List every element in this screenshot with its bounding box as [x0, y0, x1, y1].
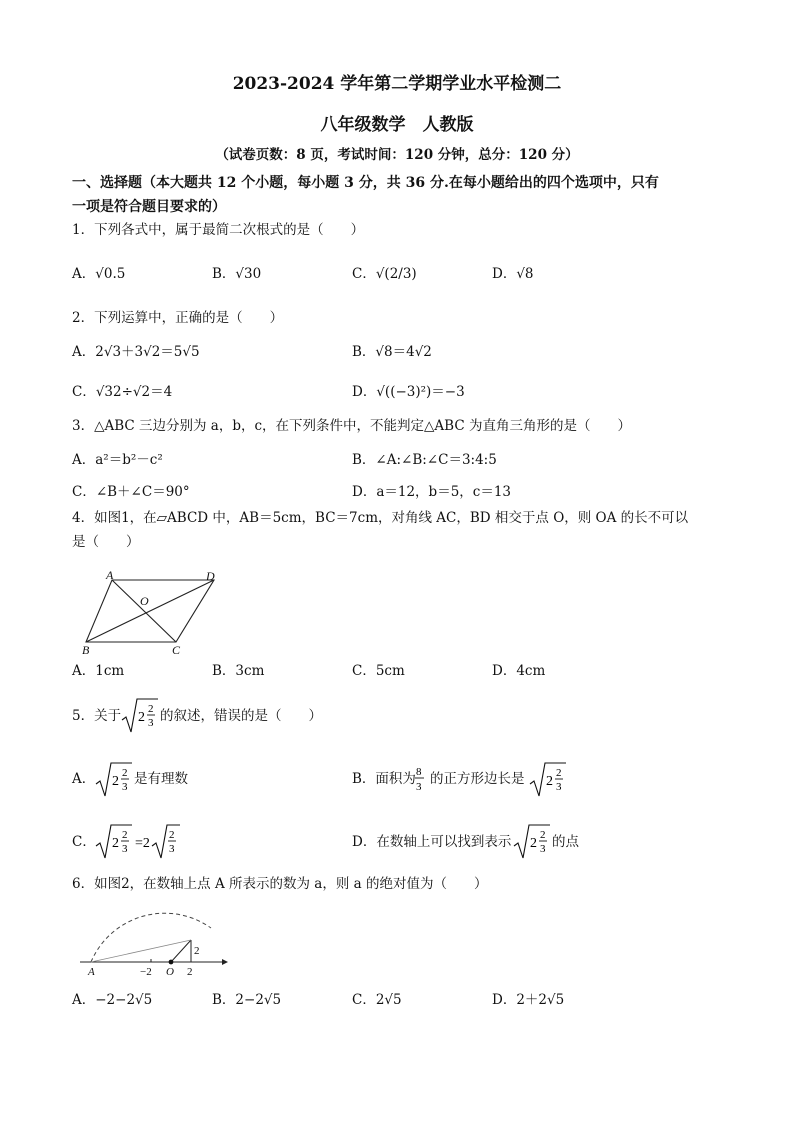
- question-4-option-a: A．1cm: [72, 663, 125, 679]
- question-2-option-b: B．√8＝4√2: [352, 344, 432, 360]
- question-4-stem-line1: 4．如图1，在▱ABCD 中，AB＝5cm，BC＝7cm，对角线 AC，BD 相交于点 O，则 OA 的长不可以: [72, 510, 689, 526]
- question-6-stem: 6．如图2，在数轴上点 A 所表示的数为 a，则 a 的绝对值为（ ）: [72, 876, 488, 892]
- question-5-option-c-label: C．: [72, 834, 96, 850]
- hypotenuse: [171, 940, 191, 962]
- svg-text:2: 2: [112, 836, 119, 851]
- svg-text:3: 3: [169, 843, 175, 855]
- parallelogram-figure: [78, 568, 228, 656]
- radius-line: [91, 940, 191, 962]
- fig2-label-2: 2: [187, 966, 193, 978]
- svg-text:3: 3: [122, 781, 128, 793]
- fig1-label-o: O: [140, 594, 149, 608]
- svg-text:2: 2: [530, 836, 537, 851]
- question-6-option-d: D．2＋2√5: [492, 992, 565, 1008]
- page-title: 2023-2024 学年第二学期学业水平检测二: [232, 74, 562, 94]
- question-5-stem-post: 的叙述，错误的是（ ）: [160, 708, 322, 724]
- question-6-option-b: B．2−2√5: [212, 992, 282, 1008]
- question-1-option-b: B．√30: [212, 266, 262, 282]
- svg-text:3: 3: [416, 781, 422, 793]
- svg-text:2: 2: [122, 767, 128, 779]
- question-5-stem-pre: 5．关于: [72, 708, 122, 724]
- question-2-option-a: A．2√3＋3√2＝5√5: [72, 344, 200, 360]
- q5-option-b-fraction: [414, 762, 428, 796]
- diagonal-ac: [112, 580, 176, 642]
- question-3-option-c: C．∠B＋∠C＝90°: [72, 484, 190, 500]
- q5-option-b-radical: [528, 760, 568, 800]
- svg-text:8: 8: [416, 766, 422, 778]
- question-1-option-d: D．√8: [492, 266, 534, 282]
- number-line-figure: [76, 904, 232, 978]
- question-2-option-c: C．√32÷√2＝4: [72, 384, 173, 400]
- origin-point: [169, 960, 174, 965]
- fig2-label-minus2: −2: [140, 966, 152, 978]
- question-5-option-b-mid: 的正方形边长是: [430, 771, 525, 787]
- svg-text:2: 2: [122, 829, 128, 841]
- q5-stem-radical: [120, 696, 160, 736]
- svg-text:2: 2: [138, 710, 145, 725]
- question-5-option-b-pre: B．面积为: [352, 771, 416, 787]
- q5-option-c-expression: [94, 822, 184, 862]
- svg-text:3: 3: [148, 717, 154, 729]
- fig2-label-height: 2: [194, 945, 200, 957]
- question-2-option-d: D．√((−3)²)＝−3: [352, 384, 465, 400]
- fig2-label-o: O: [166, 966, 174, 978]
- svg-text:2: 2: [546, 774, 553, 789]
- fig1-label-a: A: [106, 568, 114, 582]
- question-6-option-a: A．−2−2√5: [72, 992, 153, 1008]
- question-5-option-d-pre: D．在数轴上可以找到表示: [352, 834, 512, 850]
- fig2-label-a: A: [88, 966, 95, 978]
- number-line-arrow: [222, 959, 228, 965]
- question-2-stem: 2．下列运算中，正确的是（ ）: [72, 310, 284, 326]
- fig1-label-c: C: [172, 643, 181, 656]
- section-heading-line1: 一、选择题（本大题共 12 个小题，每小题 3 分，共 36 分.在每小题给出的四个选项中，只有: [72, 175, 659, 191]
- page-subtitle: 八年级数学 人教版: [320, 115, 474, 135]
- question-1-option-a: A．√0.5: [72, 266, 126, 282]
- svg-text:2: 2: [540, 829, 546, 841]
- question-4-option-b: B．3cm: [212, 663, 265, 679]
- svg-text:3: 3: [122, 843, 128, 855]
- question-3-option-a: A．a²＝b²－c²: [72, 452, 163, 468]
- question-1-option-c: C．√(2/3): [352, 266, 417, 282]
- question-3-stem: 3．△ABC 三边分别为 a，b，c，在下列条件中，不能判定△ABC 为直角三角形的是（ ）: [72, 418, 631, 434]
- question-1-stem: 1．下列各式中，属于最简二次根式的是（ ）: [72, 222, 365, 238]
- q5-option-a-radical: [94, 760, 134, 800]
- svg-text:2: 2: [169, 829, 175, 841]
- svg-text:3: 3: [540, 843, 546, 855]
- question-5-option-a-label: A．: [72, 771, 96, 787]
- svg-text:2: 2: [148, 703, 154, 715]
- question-5-option-d-post: 的点: [552, 834, 579, 850]
- q5-option-d-radical: [512, 822, 552, 862]
- question-4-option-d: D．4cm: [492, 663, 546, 679]
- question-3-option-b: B．∠A:∠B:∠C＝3:4:5: [352, 452, 497, 468]
- exam-info: （试卷页数：8 页，考试时间：120 分钟，总分：120 分）: [215, 147, 579, 163]
- section-heading-line2: 一项是符合题目要求的）: [72, 199, 226, 215]
- question-4-stem-line2: 是（ ）: [72, 534, 140, 550]
- arc-dashed: [91, 913, 211, 962]
- question-3-option-d: D．a＝12，b＝5，c＝13: [352, 484, 512, 500]
- fig1-label-b: B: [82, 643, 90, 656]
- svg-text:=2: =2: [135, 836, 150, 851]
- svg-text:2: 2: [556, 767, 562, 779]
- question-5-option-a-text: 是有理数: [134, 771, 188, 787]
- question-6-option-c: C．2√5: [352, 992, 402, 1008]
- svg-text:2: 2: [112, 774, 119, 789]
- fig1-label-d: D: [206, 569, 215, 583]
- question-4-option-c: C．5cm: [352, 663, 405, 679]
- svg-text:3: 3: [556, 781, 562, 793]
